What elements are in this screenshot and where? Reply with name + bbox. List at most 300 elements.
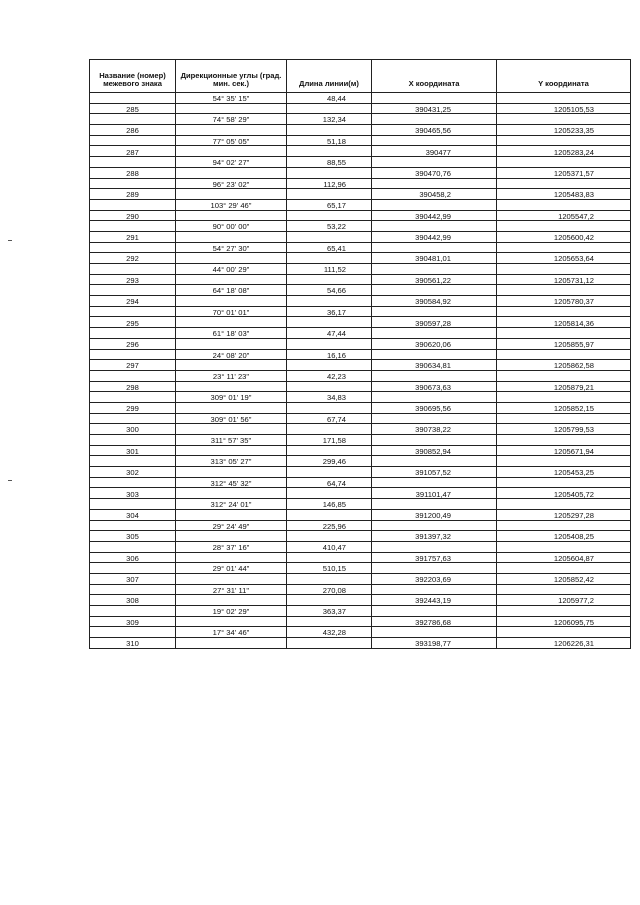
cell-y: 1205105,53 bbox=[497, 103, 631, 114]
cell-x: 390695,56 bbox=[372, 402, 497, 413]
cell-angle bbox=[176, 210, 287, 221]
cell-angle bbox=[176, 146, 287, 157]
cell-y: 1205977,2 bbox=[497, 595, 631, 606]
cell-length bbox=[287, 402, 372, 413]
cell-marker-name: 287 bbox=[90, 146, 176, 157]
cell-angle: 54° 35' 15" bbox=[176, 93, 287, 104]
cell-length: 225,96 bbox=[287, 520, 372, 531]
cell-marker-name: 289 bbox=[90, 189, 176, 200]
table-row bbox=[90, 93, 631, 104]
table-row bbox=[90, 253, 631, 264]
table-row bbox=[90, 178, 631, 189]
cell-length bbox=[287, 296, 372, 307]
cell-marker-name: 288 bbox=[90, 167, 176, 178]
cell-x: 390458,2 bbox=[372, 189, 497, 200]
cell-marker-name bbox=[90, 627, 176, 638]
cell-x: 391200,49 bbox=[372, 509, 497, 520]
cell-length: 410,47 bbox=[287, 541, 372, 552]
cell-angle: 103° 29' 46" bbox=[176, 199, 287, 210]
cell-x bbox=[372, 584, 497, 595]
cell-y bbox=[497, 370, 631, 381]
cell-marker-name bbox=[90, 285, 176, 296]
table-row bbox=[90, 573, 631, 584]
cell-marker-name bbox=[90, 435, 176, 446]
cell-length bbox=[287, 552, 372, 563]
cell-y: 1205852,15 bbox=[497, 402, 631, 413]
cell-x bbox=[372, 221, 497, 232]
cell-y: 1205408,25 bbox=[497, 531, 631, 542]
cell-length: 16,16 bbox=[287, 349, 372, 360]
cell-angle bbox=[176, 573, 287, 584]
table-row bbox=[90, 381, 631, 392]
table-row bbox=[90, 242, 631, 253]
cell-x bbox=[372, 199, 497, 210]
cell-y: 1205604,87 bbox=[497, 552, 631, 563]
cell-y bbox=[497, 606, 631, 617]
cell-y bbox=[497, 221, 631, 232]
cell-y bbox=[497, 413, 631, 424]
cell-y: 1205780,37 bbox=[497, 296, 631, 307]
cell-marker-name: 305 bbox=[90, 531, 176, 542]
cell-angle bbox=[176, 467, 287, 478]
cell-length: 53,22 bbox=[287, 221, 372, 232]
cell-marker-name: 285 bbox=[90, 103, 176, 114]
cell-marker-name bbox=[90, 114, 176, 125]
table-row bbox=[90, 125, 631, 136]
cell-x: 390481,01 bbox=[372, 253, 497, 264]
table-row bbox=[90, 552, 631, 563]
cell-x bbox=[372, 349, 497, 360]
table-row bbox=[90, 456, 631, 467]
cell-marker-name bbox=[90, 584, 176, 595]
cell-y bbox=[497, 178, 631, 189]
scan-mark bbox=[8, 240, 12, 241]
cell-marker-name: 299 bbox=[90, 402, 176, 413]
cell-angle: 312° 24' 01" bbox=[176, 499, 287, 510]
cell-length bbox=[287, 317, 372, 328]
cell-y: 1205862,58 bbox=[497, 360, 631, 371]
cell-y: 1205852,42 bbox=[497, 573, 631, 584]
header-row bbox=[90, 60, 631, 93]
cell-y: 1205671,94 bbox=[497, 445, 631, 456]
cell-angle bbox=[176, 381, 287, 392]
cell-x bbox=[372, 392, 497, 403]
cell-angle: 313° 05' 27" bbox=[176, 456, 287, 467]
cell-length: 47,44 bbox=[287, 328, 372, 339]
cell-length bbox=[287, 189, 372, 200]
cell-y bbox=[497, 328, 631, 339]
cell-angle bbox=[176, 595, 287, 606]
cell-length: 112,96 bbox=[287, 178, 372, 189]
cell-length bbox=[287, 167, 372, 178]
table-row bbox=[90, 146, 631, 157]
cell-marker-name bbox=[90, 221, 176, 232]
cell-angle: 309° 01' 19" bbox=[176, 392, 287, 403]
cell-x: 390634,81 bbox=[372, 360, 497, 371]
cell-angle bbox=[176, 274, 287, 285]
cell-angle: 27° 31' 11" bbox=[176, 584, 287, 595]
table-row bbox=[90, 199, 631, 210]
table-row bbox=[90, 627, 631, 638]
cell-marker-name bbox=[90, 157, 176, 168]
cell-marker-name bbox=[90, 499, 176, 510]
cell-angle bbox=[176, 509, 287, 520]
cell-x bbox=[372, 477, 497, 488]
cell-y: 1205297,28 bbox=[497, 509, 631, 520]
cell-length: 34,83 bbox=[287, 392, 372, 403]
cell-length: 88,55 bbox=[287, 157, 372, 168]
cell-length bbox=[287, 381, 372, 392]
cell-angle: 74° 58' 29" bbox=[176, 114, 287, 125]
cell-length bbox=[287, 210, 372, 221]
cell-angle bbox=[176, 424, 287, 435]
cell-y: 1205371,57 bbox=[497, 167, 631, 178]
cell-y bbox=[497, 199, 631, 210]
cell-angle: 312° 45' 32" bbox=[176, 477, 287, 488]
cell-marker-name: 297 bbox=[90, 360, 176, 371]
cell-x bbox=[372, 242, 497, 253]
table-row bbox=[90, 488, 631, 499]
cell-angle bbox=[176, 167, 287, 178]
table-row bbox=[90, 584, 631, 595]
cell-y bbox=[497, 584, 631, 595]
table-row bbox=[90, 413, 631, 424]
cell-angle bbox=[176, 445, 287, 456]
cell-marker-name bbox=[90, 563, 176, 574]
cell-angle: 70° 01' 01" bbox=[176, 306, 287, 317]
cell-length: 510,15 bbox=[287, 563, 372, 574]
cell-length: 65,17 bbox=[287, 199, 372, 210]
cell-x: 392786,68 bbox=[372, 616, 497, 627]
cell-marker-name: 296 bbox=[90, 338, 176, 349]
cell-x: 390431,25 bbox=[372, 103, 497, 114]
cell-x: 390442,99 bbox=[372, 231, 497, 242]
cell-y bbox=[497, 264, 631, 275]
cell-length bbox=[287, 125, 372, 136]
cell-y: 1205547,2 bbox=[497, 210, 631, 221]
cell-y bbox=[497, 285, 631, 296]
cell-marker-name: 298 bbox=[90, 381, 176, 392]
cell-angle: 61° 18' 03" bbox=[176, 328, 287, 339]
cell-angle: 94° 02' 27" bbox=[176, 157, 287, 168]
cell-x bbox=[372, 135, 497, 146]
cell-y bbox=[497, 435, 631, 446]
cell-length: 111,52 bbox=[287, 264, 372, 275]
cell-marker-name: 295 bbox=[90, 317, 176, 328]
cell-x: 390620,06 bbox=[372, 338, 497, 349]
cell-x: 391757,63 bbox=[372, 552, 497, 563]
cell-marker-name: 293 bbox=[90, 274, 176, 285]
cell-length: 270,08 bbox=[287, 584, 372, 595]
cell-length bbox=[287, 274, 372, 285]
table-row bbox=[90, 402, 631, 413]
cell-marker-name: 302 bbox=[90, 467, 176, 478]
cell-angle: 28° 37' 16" bbox=[176, 541, 287, 552]
cell-length: 51,18 bbox=[287, 135, 372, 146]
cell-y bbox=[497, 135, 631, 146]
cell-y bbox=[497, 563, 631, 574]
table-row bbox=[90, 317, 631, 328]
cell-y bbox=[497, 349, 631, 360]
cell-x bbox=[372, 264, 497, 275]
cell-angle: 29° 01' 44" bbox=[176, 563, 287, 574]
cell-marker-name bbox=[90, 93, 176, 104]
cell-y bbox=[497, 456, 631, 467]
cell-angle: 44° 00' 29" bbox=[176, 264, 287, 275]
cell-angle: 23° 11' 23" bbox=[176, 370, 287, 381]
cell-angle bbox=[176, 338, 287, 349]
cell-marker-name: 304 bbox=[90, 509, 176, 520]
table-row bbox=[90, 264, 631, 275]
cell-x bbox=[372, 520, 497, 531]
cell-angle bbox=[176, 125, 287, 136]
cell-length bbox=[287, 360, 372, 371]
cell-angle: 54° 27' 30" bbox=[176, 242, 287, 253]
table-row bbox=[90, 210, 631, 221]
cell-x bbox=[372, 413, 497, 424]
table-row bbox=[90, 338, 631, 349]
cell-x bbox=[372, 157, 497, 168]
cell-marker-name: 310 bbox=[90, 638, 176, 649]
cell-length bbox=[287, 253, 372, 264]
table-row bbox=[90, 328, 631, 339]
table-row bbox=[90, 595, 631, 606]
cell-length: 54,66 bbox=[287, 285, 372, 296]
cell-marker-name: 307 bbox=[90, 573, 176, 584]
cell-y bbox=[497, 627, 631, 638]
cell-length bbox=[287, 531, 372, 542]
cell-x: 393198,77 bbox=[372, 638, 497, 649]
table-row bbox=[90, 563, 631, 574]
table-row bbox=[90, 157, 631, 168]
cell-angle bbox=[176, 488, 287, 499]
cell-y bbox=[497, 114, 631, 125]
cell-marker-name: 300 bbox=[90, 424, 176, 435]
table-row bbox=[90, 606, 631, 617]
cell-marker-name bbox=[90, 349, 176, 360]
cell-marker-name: 292 bbox=[90, 253, 176, 264]
cell-x: 390673,63 bbox=[372, 381, 497, 392]
cell-length bbox=[287, 509, 372, 520]
cell-length: 171,58 bbox=[287, 435, 372, 446]
table-row bbox=[90, 274, 631, 285]
cell-y bbox=[497, 541, 631, 552]
cell-x bbox=[372, 563, 497, 574]
cell-angle bbox=[176, 231, 287, 242]
header-x: X координата bbox=[372, 60, 497, 93]
table-row bbox=[90, 509, 631, 520]
cell-y: 1205814,36 bbox=[497, 317, 631, 328]
table-row bbox=[90, 467, 631, 478]
cell-angle bbox=[176, 103, 287, 114]
cell-marker-name bbox=[90, 178, 176, 189]
cell-angle: 29° 24' 49" bbox=[176, 520, 287, 531]
boundary-coordinates-table bbox=[89, 59, 631, 649]
cell-length bbox=[287, 616, 372, 627]
cell-marker-name: 286 bbox=[90, 125, 176, 136]
cell-angle bbox=[176, 402, 287, 413]
cell-length bbox=[287, 467, 372, 478]
cell-length: 64,74 bbox=[287, 477, 372, 488]
cell-x bbox=[372, 370, 497, 381]
cell-x bbox=[372, 541, 497, 552]
cell-y: 1205799,53 bbox=[497, 424, 631, 435]
cell-x: 390465,56 bbox=[372, 125, 497, 136]
cell-x: 390442,99 bbox=[372, 210, 497, 221]
cell-y: 1205879,21 bbox=[497, 381, 631, 392]
cell-x bbox=[372, 328, 497, 339]
cell-angle bbox=[176, 253, 287, 264]
cell-x: 391057,52 bbox=[372, 467, 497, 478]
cell-marker-name bbox=[90, 328, 176, 339]
cell-y: 1205283,24 bbox=[497, 146, 631, 157]
table-row bbox=[90, 221, 631, 232]
cell-length bbox=[287, 573, 372, 584]
table-row bbox=[90, 499, 631, 510]
cell-marker-name bbox=[90, 392, 176, 403]
cell-x bbox=[372, 606, 497, 617]
cell-marker-name: 290 bbox=[90, 210, 176, 221]
cell-x bbox=[372, 627, 497, 638]
cell-y: 1205233,35 bbox=[497, 125, 631, 136]
cell-x bbox=[372, 306, 497, 317]
cell-x bbox=[372, 435, 497, 446]
cell-y: 1205483,83 bbox=[497, 189, 631, 200]
cell-length: 146,85 bbox=[287, 499, 372, 510]
cell-marker-name: 303 bbox=[90, 488, 176, 499]
cell-marker-name bbox=[90, 306, 176, 317]
cell-marker-name bbox=[90, 541, 176, 552]
cell-length bbox=[287, 103, 372, 114]
cell-marker-name bbox=[90, 477, 176, 488]
cell-y: 1206095,75 bbox=[497, 616, 631, 627]
cell-length: 42,23 bbox=[287, 370, 372, 381]
cell-x bbox=[372, 178, 497, 189]
cell-y: 1205731,12 bbox=[497, 274, 631, 285]
cell-length: 132,34 bbox=[287, 114, 372, 125]
table-row bbox=[90, 285, 631, 296]
table-row bbox=[90, 531, 631, 542]
cell-marker-name bbox=[90, 456, 176, 467]
cell-y bbox=[497, 93, 631, 104]
cell-x: 391101,47 bbox=[372, 488, 497, 499]
cell-x: 391397,32 bbox=[372, 531, 497, 542]
cell-y bbox=[497, 157, 631, 168]
table-row bbox=[90, 135, 631, 146]
table-row bbox=[90, 349, 631, 360]
cell-x bbox=[372, 456, 497, 467]
cell-angle: 19° 02' 29" bbox=[176, 606, 287, 617]
cell-length: 67,74 bbox=[287, 413, 372, 424]
cell-length bbox=[287, 445, 372, 456]
cell-marker-name: 291 bbox=[90, 231, 176, 242]
header-y: Y координата bbox=[497, 60, 631, 93]
cell-angle: 309° 01' 56" bbox=[176, 413, 287, 424]
cell-marker-name: 301 bbox=[90, 445, 176, 456]
cell-angle: 96° 23' 02" bbox=[176, 178, 287, 189]
cell-y: 1205405,72 bbox=[497, 488, 631, 499]
cell-y bbox=[497, 499, 631, 510]
cell-x bbox=[372, 285, 497, 296]
table-row bbox=[90, 189, 631, 200]
cell-marker-name bbox=[90, 413, 176, 424]
cell-length: 48,44 bbox=[287, 93, 372, 104]
cell-x: 390738,22 bbox=[372, 424, 497, 435]
cell-length bbox=[287, 338, 372, 349]
cell-length bbox=[287, 638, 372, 649]
cell-marker-name bbox=[90, 199, 176, 210]
cell-length: 363,37 bbox=[287, 606, 372, 617]
cell-angle: 90° 00' 00" bbox=[176, 221, 287, 232]
table-row bbox=[90, 392, 631, 403]
header-angle: Дирекционные углы (град. мин. сек.) bbox=[176, 60, 287, 93]
cell-marker-name bbox=[90, 520, 176, 531]
cell-y: 1206226,31 bbox=[497, 638, 631, 649]
table-row bbox=[90, 103, 631, 114]
cell-y: 1205653,64 bbox=[497, 253, 631, 264]
table-row bbox=[90, 445, 631, 456]
cell-x bbox=[372, 114, 497, 125]
cell-angle: 77° 05' 05" bbox=[176, 135, 287, 146]
cell-length bbox=[287, 231, 372, 242]
cell-y: 1205453,25 bbox=[497, 467, 631, 478]
cell-angle bbox=[176, 638, 287, 649]
cell-x bbox=[372, 499, 497, 510]
cell-y: 1205855,97 bbox=[497, 338, 631, 349]
table-row bbox=[90, 360, 631, 371]
cell-length bbox=[287, 424, 372, 435]
cell-angle: 64° 18' 08" bbox=[176, 285, 287, 296]
cell-marker-name: 306 bbox=[90, 552, 176, 563]
cell-x: 390470,76 bbox=[372, 167, 497, 178]
cell-x: 390477 bbox=[372, 146, 497, 157]
cell-length: 299,46 bbox=[287, 456, 372, 467]
cell-length bbox=[287, 146, 372, 157]
table-row bbox=[90, 638, 631, 649]
table-row bbox=[90, 296, 631, 307]
table-row bbox=[90, 616, 631, 627]
cell-marker-name bbox=[90, 264, 176, 275]
cell-y bbox=[497, 520, 631, 531]
table-row bbox=[90, 114, 631, 125]
cell-marker-name bbox=[90, 606, 176, 617]
cell-angle bbox=[176, 360, 287, 371]
cell-marker-name bbox=[90, 370, 176, 381]
header-length: Длина линии(м) bbox=[287, 60, 372, 93]
cell-y bbox=[497, 306, 631, 317]
cell-y: 1205600,42 bbox=[497, 231, 631, 242]
table-row bbox=[90, 424, 631, 435]
cell-marker-name: 308 bbox=[90, 595, 176, 606]
table-row bbox=[90, 520, 631, 531]
cell-angle: 24° 08' 20" bbox=[176, 349, 287, 360]
cell-length: 432,28 bbox=[287, 627, 372, 638]
cell-marker-name: 294 bbox=[90, 296, 176, 307]
cell-length: 65,41 bbox=[287, 242, 372, 253]
cell-y bbox=[497, 392, 631, 403]
cell-angle bbox=[176, 317, 287, 328]
table-row bbox=[90, 306, 631, 317]
cell-y bbox=[497, 477, 631, 488]
cell-length bbox=[287, 595, 372, 606]
cell-angle bbox=[176, 531, 287, 542]
cell-x: 390561,22 bbox=[372, 274, 497, 285]
cell-length: 36,17 bbox=[287, 306, 372, 317]
cell-marker-name bbox=[90, 135, 176, 146]
cell-angle bbox=[176, 616, 287, 627]
cell-angle bbox=[176, 552, 287, 563]
table-row bbox=[90, 541, 631, 552]
